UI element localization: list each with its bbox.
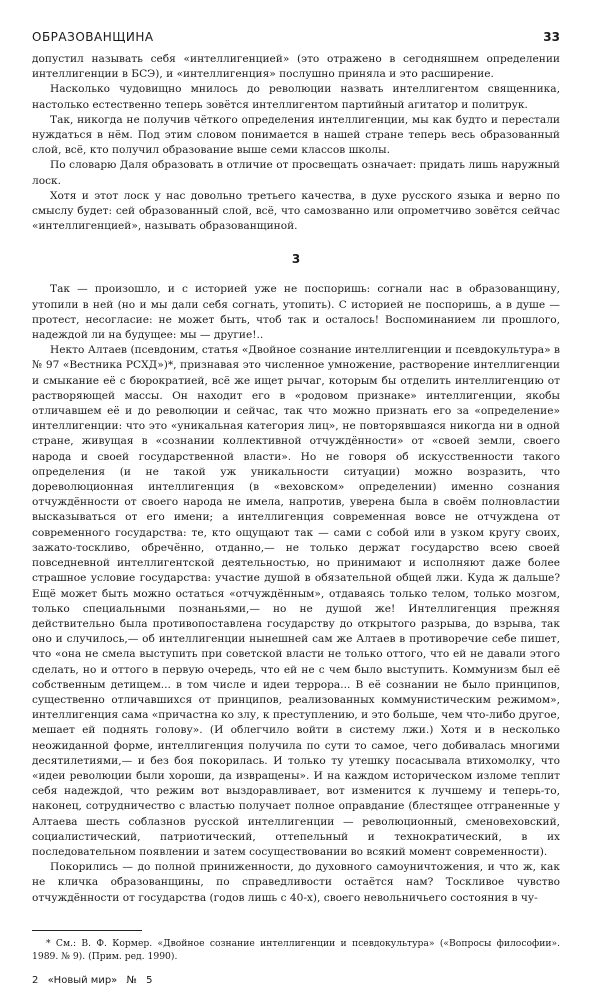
running-header [32,30,560,52]
running-title: ОБРАЗОВАНЩИНА [32,30,154,44]
sheet-number: 2 [32,975,39,986]
issue-number: 5 [146,975,153,986]
section-number: 3 [291,252,301,267]
paragraph: По словарю Даля образовать в отличие от просвещать означает: придать лишь наружный лоск. [32,159,560,187]
paragraph: Некто Алтаев (псевдоним, статья «Двойное сознание интеллигенции и псевдокультура» в № 97 «Вестника РСХД»)*, признавая это численное умножение, растворение интеллигенции и смыкание её с бюрократией, всё же ищет рычаг, которым бы отделить интеллигенцию от растворяющей массы. Он находит его в «родовом признаке» интеллигенции, якобы отличавшем её и до революции и сейчас, так что можно признать его за «определение» интеллигенции: что это «уникальная категория лиц», не повторявшаяся никогда ни в одной стране, живущая в «сознании коллективной отчуждённости» от «своей земли, своего народа и своей государственной власти». Но не говоря об искусственности такого определения (и не такой уж уникальности ситуации) можно возразить, что дореволюционная интеллигенция (в «веховском» определении) именно сознания отчуждённости от своего народа не имела, напротив, уверена была в своём полновластии высказываться от его имени; а интеллигенция современная вовсе не отчуждена от современного государства: те, кто ощущают так — сами с собой или в узком кругу своих, зажато-тоскливо, обречённо, отданно,— не только держат государство всею своей повседневной интеллигентской деятельностью, но принимают и исполняют даже более страшное условие государства: участие душой в обязательной общей лжи. Куда ж дальше? Ещё может быть можно остаться «отчуждённым», отдаваясь только телом, только мозгом, только специальными познаньями,— но не душой же! Интеллигенция прежняя действительно была противопоставлена государству до открытого разрыва, до взрыва, так оно и случилось,— об интеллигенции нынешней сам же Алтаев в противоречие себе пишет, что «она не смела выступить при советской власти не только оттого, что ей не давали этого сделать, но и оттого в первую очередь, что ей не с чем было выступить. Коммунизм был её собственным детищем... в том числе и идеи террора... В её сознании не было принципов, существенно отличавшихся от принципов, реализованных коммунистическим режимом», интеллигенция сама «причастна ко злу, к преступлению, и это больше, чем что-либо другое, мешает ей поднять голову». (И облегчило войти в систему лжи.) Хотя и в несколько неожиданной форме, интеллигенция получила по сути то самое, чего добивалась многими десятилетиями,— и без боя покорилась. И только ту утешку посасывала втихомолку, что «идеи революции были хороши, да извращены». И на каждом историческом изломе теплит себя надеждой, что режим вот выздоравливает, вот изменится к лучшему и теперь-то, наконец, сотрудничество с властью получает полное оправдание (блестящее отграненные у Алтаева шесть соблазнов русской интеллигенции — революционный, сменовеховский, социалистический, патриотический, оттепельный и технократический, в их последовательном появлении и затем сосуществовании во всякий момент современности). [32,344,560,858]
issue-label: № [126,975,137,986]
page-content [32,30,560,906]
footnote-divider [32,930,142,931]
paragraph: Покорились — до полной приниженности, до духовного самоуничтожения, и что ж, как не кличка образованщины, по справедливости остаётся нам? Тоскливое чувство отчуждённости от государства (годов лишь с 40-х), своего невольничьего состояния в чу- [32,861,560,904]
paragraph: Так — произошло, и с историей уже не поспоришь: согнали нас в образованщину, утопили в ней (но и мы дали себя согнать, утопить). С историей не поспоришь, а в душе — протест, несогласие: не может быть, чтоб так и осталось! Воспоминанием ли прошлого, надеждой ли на будущее: мы — другие!.. [32,283,560,342]
paragraph: допустил называть себя «интеллигенцией» (это отражено в сегодняшнем определении интеллигенции в БСЭ), и «интеллигенция» послушно приняла и это расширение. [32,53,560,81]
footnote: * См.: В. Ф. Кормер. «Двойное сознание интеллигенции и псевдокультура» («Вопросы философии». 1989. № 9). (Прим. ред. 1990). [32,938,560,962]
page-number: 33 [543,30,560,44]
paragraph: Хотя и этот лоск у нас довольно третьего качества, в духе русского языка и верно по смыслу будет: сей образованный слой, всё, что самозванно или опрометчиво зовётся сейчас «интеллигенцией», называть образованщиной. [32,189,560,233]
print-signature [32,975,158,986]
paragraph: Насколько чудовищно мнилось до революции назвать интеллигентом священника, настолько естественно теперь зовётся интеллигентом партийный агитатор и политрук. [32,83,560,111]
paragraph: Так, никогда не получив чёткого определения интеллигенции, мы как будто и перестали нуждаться в нём. Под этим словом понимается в нашей стране теперь весь образованный слой, всё, кто получил образование выше семи классов школы. [32,113,560,157]
magazine-name: «Новый мир» [47,975,118,986]
